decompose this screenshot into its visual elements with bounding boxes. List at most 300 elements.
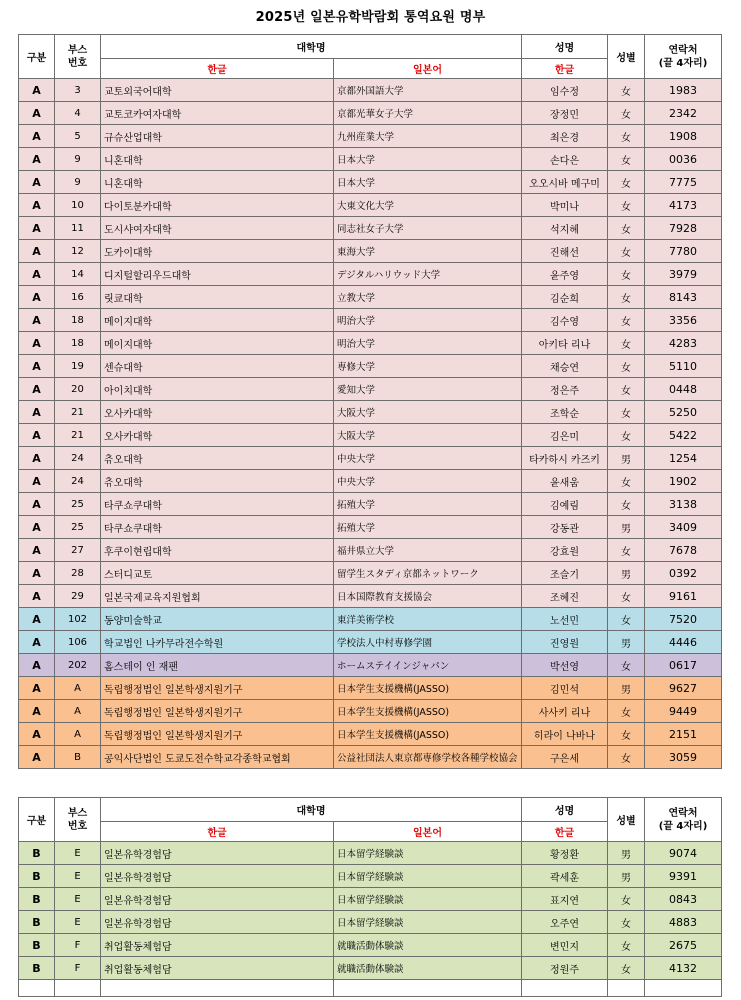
booth-number-cell: E — [55, 911, 101, 934]
university-korean-cell: 스터디교토 — [101, 562, 334, 585]
category-cell: A — [19, 562, 55, 585]
university-korean-cell: 도시샤여자대학 — [101, 217, 334, 240]
university-japanese-cell: 明治大学 — [334, 332, 522, 355]
interpreter-name-cell: 아키타 리나 — [522, 332, 608, 355]
contact-cell: 3138 — [645, 493, 722, 516]
university-japanese-cell: 明治大学 — [334, 309, 522, 332]
table-row — [19, 424, 722, 447]
table-row — [19, 723, 722, 746]
table-row — [19, 585, 722, 608]
category-cell: B — [19, 911, 55, 934]
university-japanese-cell: 福井県立大学 — [334, 539, 522, 562]
table-row — [19, 148, 722, 171]
booth-number-cell: 21 — [55, 401, 101, 424]
contact-cell: 3356 — [645, 309, 722, 332]
university-korean-cell: 취업활동체험담 — [101, 934, 334, 957]
interpreter-name-cell: 박선영 — [522, 654, 608, 677]
category-cell: A — [19, 539, 55, 562]
contact-cell: 4883 — [645, 911, 722, 934]
university-korean-cell: 홈스테이 인 재팬 — [101, 654, 334, 677]
table-row — [19, 700, 722, 723]
table-row — [19, 842, 722, 865]
contact-cell: 2342 — [645, 102, 722, 125]
gender-cell: 女 — [608, 700, 645, 723]
booth-number-cell: 4 — [55, 102, 101, 125]
university-korean-cell: 릿쿄대학 — [101, 286, 334, 309]
category-cell: A — [19, 125, 55, 148]
university-japanese-cell: 拓殖大学 — [334, 516, 522, 539]
booth-number-cell: 5 — [55, 125, 101, 148]
interpreter-name-cell: 김순희 — [522, 286, 608, 309]
booth-number-cell: 25 — [55, 516, 101, 539]
category-cell: B — [19, 888, 55, 911]
university-korean-cell: 타쿠쇼쿠대학 — [101, 493, 334, 516]
empty-cell — [55, 980, 101, 997]
table-row — [19, 309, 722, 332]
contact-cell: 1254 — [645, 447, 722, 470]
university-japanese-cell: 留学生スタディ京都ネットワーク — [334, 562, 522, 585]
booth-number-cell: E — [55, 888, 101, 911]
category-cell: A — [19, 240, 55, 263]
university-korean-cell: 타쿠쇼쿠대학 — [101, 516, 334, 539]
contact-cell: 7775 — [645, 171, 722, 194]
page-title: 2025년 일본유학박람회 통역요원 명부 — [255, 10, 486, 25]
interpreter-name-cell: 히라이 나바나 — [522, 723, 608, 746]
gender-cell: 男 — [608, 865, 645, 888]
empty-cell — [101, 980, 334, 997]
interpreter-name-cell: 조슬기 — [522, 562, 608, 585]
category-cell: A — [19, 102, 55, 125]
booth-number-cell: 9 — [55, 148, 101, 171]
table-row — [19, 516, 722, 539]
gender-cell: 女 — [608, 79, 645, 102]
contact-cell: 7520 — [645, 608, 722, 631]
university-japanese-cell: 中央大学 — [334, 470, 522, 493]
category-cell: A — [19, 148, 55, 171]
header-contact: 연락처 (끝 4자리) — [645, 798, 722, 842]
table-row — [19, 654, 722, 677]
empty-cell — [608, 980, 645, 997]
contact-cell: 9391 — [645, 865, 722, 888]
interpreter-name-cell: 윤주영 — [522, 263, 608, 286]
header-booth: 부스 번호 — [55, 798, 101, 842]
university-korean-cell: 츄오대학 — [101, 447, 334, 470]
booth-number-cell: 106 — [55, 631, 101, 654]
contact-cell: 1983 — [645, 79, 722, 102]
university-japanese-cell: 日本大学 — [334, 171, 522, 194]
interpreter-name-cell: 곽세훈 — [522, 865, 608, 888]
category-cell: B — [19, 842, 55, 865]
table-row — [19, 240, 722, 263]
university-japanese-cell: 日本学生支援機構(JASSO) — [334, 677, 522, 700]
gender-cell: 女 — [608, 309, 645, 332]
university-korean-cell: 센슈대학 — [101, 355, 334, 378]
table-row — [19, 79, 722, 102]
contact-cell: 0617 — [645, 654, 722, 677]
booth-number-cell: 27 — [55, 539, 101, 562]
category-cell: A — [19, 332, 55, 355]
university-japanese-cell: 日本学生支援機構(JASSO) — [334, 700, 522, 723]
interpreter-name-cell: 강효원 — [522, 539, 608, 562]
contact-cell: 7928 — [645, 217, 722, 240]
university-korean-cell: 교토코카여자대학 — [101, 102, 334, 125]
university-japanese-cell: 公益社団法人東京都専修学校各種学校協会 — [334, 746, 522, 769]
interpreter-name-cell: 윤새움 — [522, 470, 608, 493]
university-korean-cell: 디지털할리우드대학 — [101, 263, 334, 286]
contact-cell: 4446 — [645, 631, 722, 654]
university-japanese-cell: 学校法人中村専修学園 — [334, 631, 522, 654]
booth-number-cell: 25 — [55, 493, 101, 516]
booth-number-cell: 18 — [55, 309, 101, 332]
university-japanese-cell: 日本国際教育支援協会 — [334, 585, 522, 608]
contact-cell: 9161 — [645, 585, 722, 608]
interpreter-name-cell: 변민지 — [522, 934, 608, 957]
category-cell: A — [19, 194, 55, 217]
category-cell: B — [19, 957, 55, 980]
booth-number-cell: B — [55, 746, 101, 769]
empty-cell — [334, 980, 522, 997]
gender-cell: 女 — [608, 102, 645, 125]
university-korean-cell: 아이치대학 — [101, 378, 334, 401]
contact-cell: 0843 — [645, 888, 722, 911]
university-korean-cell: 후쿠이현립대학 — [101, 539, 334, 562]
header-name-korean: 한글 — [522, 822, 608, 842]
header-category: 구분 — [19, 798, 55, 842]
contact-cell: 9449 — [645, 700, 722, 723]
interpreter-name-cell: 진영원 — [522, 631, 608, 654]
university-japanese-cell: 専修大学 — [334, 355, 522, 378]
interpreter-name-cell: 오주연 — [522, 911, 608, 934]
interpreter-name-cell: 사사키 리나 — [522, 700, 608, 723]
university-japanese-cell: 同志社女子大学 — [334, 217, 522, 240]
table-row — [19, 888, 722, 911]
category-cell: A — [19, 79, 55, 102]
interpreter-name-cell: 김예림 — [522, 493, 608, 516]
booth-number-cell: 18 — [55, 332, 101, 355]
gender-cell: 女 — [608, 263, 645, 286]
university-japanese-cell: 大阪大学 — [334, 401, 522, 424]
booth-number-cell: 202 — [55, 654, 101, 677]
university-japanese-cell: 日本大学 — [334, 148, 522, 171]
gender-cell: 女 — [608, 654, 645, 677]
booth-number-cell: 102 — [55, 608, 101, 631]
header-booth: 부스 번호 — [55, 35, 101, 79]
table-row — [19, 539, 722, 562]
interpreter-name-cell: 장정민 — [522, 102, 608, 125]
interpreter-name-cell: 조혜진 — [522, 585, 608, 608]
gender-cell: 男 — [608, 516, 645, 539]
university-korean-cell: 메이지대학 — [101, 332, 334, 355]
booth-number-cell: F — [55, 957, 101, 980]
header-korean: 한글 — [101, 59, 334, 79]
interpreter-name-cell: 구은세 — [522, 746, 608, 769]
category-cell: A — [19, 493, 55, 516]
university-korean-cell: 규슈산업대학 — [101, 125, 334, 148]
booth-number-cell: 29 — [55, 585, 101, 608]
university-korean-cell: 일본유학경험담 — [101, 911, 334, 934]
contact-cell: 9627 — [645, 677, 722, 700]
table-row — [19, 355, 722, 378]
booth-number-cell: A — [55, 723, 101, 746]
category-cell: A — [19, 355, 55, 378]
university-korean-cell: 일본국제교육지원협회 — [101, 585, 334, 608]
category-cell: A — [19, 608, 55, 631]
table-row — [19, 865, 722, 888]
booth-number-cell: 28 — [55, 562, 101, 585]
university-japanese-cell: 中央大学 — [334, 447, 522, 470]
contact-cell: 3979 — [645, 263, 722, 286]
header-gender: 성별 — [608, 35, 645, 79]
university-korean-cell: 츄오대학 — [101, 470, 334, 493]
category-cell: A — [19, 286, 55, 309]
university-korean-cell: 동양미술학교 — [101, 608, 334, 631]
booth-number-cell: 20 — [55, 378, 101, 401]
table-row — [19, 631, 722, 654]
booth-number-cell: 3 — [55, 79, 101, 102]
gender-cell: 女 — [608, 608, 645, 631]
university-japanese-cell: 立教大学 — [334, 286, 522, 309]
contact-cell: 4283 — [645, 332, 722, 355]
table-row — [19, 911, 722, 934]
interpreter-name-cell: 정원주 — [522, 957, 608, 980]
gender-cell: 男 — [608, 677, 645, 700]
category-cell: A — [19, 700, 55, 723]
booth-number-cell: 9 — [55, 171, 101, 194]
university-korean-cell: 일본유학경험담 — [101, 888, 334, 911]
gender-cell: 女 — [608, 911, 645, 934]
university-korean-cell: 다이토분카대학 — [101, 194, 334, 217]
interpreter-name-cell: 김은미 — [522, 424, 608, 447]
header-university: 대학명 — [101, 35, 522, 59]
university-japanese-cell: 東洋美術学校 — [334, 608, 522, 631]
header-name-korean: 한글 — [522, 59, 608, 79]
booth-number-cell: 14 — [55, 263, 101, 286]
gender-cell: 女 — [608, 286, 645, 309]
table-row — [19, 934, 722, 957]
booth-number-cell: 10 — [55, 194, 101, 217]
gender-cell: 女 — [608, 746, 645, 769]
contact-cell: 4173 — [645, 194, 722, 217]
contact-cell: 8143 — [645, 286, 722, 309]
interpreter-name-cell: 노선민 — [522, 608, 608, 631]
category-cell: A — [19, 723, 55, 746]
header-name: 성명 — [522, 798, 608, 822]
booth-number-cell: 24 — [55, 447, 101, 470]
table-row — [19, 102, 722, 125]
booth-number-cell: 21 — [55, 424, 101, 447]
gender-cell: 女 — [608, 539, 645, 562]
university-korean-cell: 학교법인 나카무라전수학원 — [101, 631, 334, 654]
university-korean-cell: 독립행정법인 일본학생지원기구 — [101, 700, 334, 723]
category-cell: A — [19, 263, 55, 286]
header-category: 구분 — [19, 35, 55, 79]
booth-number-cell: E — [55, 842, 101, 865]
gender-cell: 女 — [608, 148, 645, 171]
table-row — [19, 125, 722, 148]
university-japanese-cell: ホームステイインジャパン — [334, 654, 522, 677]
gender-cell: 女 — [608, 424, 645, 447]
university-japanese-cell: 大阪大学 — [334, 424, 522, 447]
university-korean-cell: 오사카대학 — [101, 401, 334, 424]
gender-cell: 女 — [608, 723, 645, 746]
table-row — [19, 746, 722, 769]
university-korean-cell: 공익사단법인 도쿄도전수학교각종학교협회 — [101, 746, 334, 769]
category-cell: A — [19, 746, 55, 769]
table-row — [19, 286, 722, 309]
gender-cell: 女 — [608, 171, 645, 194]
gender-cell: 女 — [608, 888, 645, 911]
contact-cell: 9074 — [645, 842, 722, 865]
header-gender: 성별 — [608, 798, 645, 842]
category-cell: A — [19, 447, 55, 470]
category-cell: A — [19, 378, 55, 401]
interpreter-name-cell: 타카하시 카즈키 — [522, 447, 608, 470]
university-korean-cell: 일본유학경험담 — [101, 865, 334, 888]
table-row — [19, 447, 722, 470]
contact-cell: 0036 — [645, 148, 722, 171]
gender-cell: 男 — [608, 562, 645, 585]
university-korean-cell: 니혼대학 — [101, 148, 334, 171]
university-korean-cell: 독립행정법인 일본학생지원기구 — [101, 723, 334, 746]
gender-cell: 男 — [608, 447, 645, 470]
university-japanese-cell: 愛知大学 — [334, 378, 522, 401]
table-row — [19, 171, 722, 194]
university-japanese-cell: 就職活動体験談 — [334, 934, 522, 957]
table-row — [19, 493, 722, 516]
booth-number-cell: 11 — [55, 217, 101, 240]
contact-cell: 2151 — [645, 723, 722, 746]
gender-cell: 女 — [608, 585, 645, 608]
gender-cell: 女 — [608, 957, 645, 980]
empty-cell — [19, 980, 55, 997]
header-japanese: 일본어 — [334, 59, 522, 79]
interpreter-name-cell: 손다은 — [522, 148, 608, 171]
gender-cell: 女 — [608, 240, 645, 263]
university-korean-cell: 니혼대학 — [101, 171, 334, 194]
empty-cell — [645, 980, 722, 997]
table-row — [19, 677, 722, 700]
header-japanese: 일본어 — [334, 822, 522, 842]
roster-table-b — [18, 797, 722, 997]
booth-number-cell: 12 — [55, 240, 101, 263]
header-university: 대학명 — [101, 798, 522, 822]
booth-number-cell: 19 — [55, 355, 101, 378]
category-cell: A — [19, 654, 55, 677]
interpreter-name-cell: 강동관 — [522, 516, 608, 539]
interpreter-name-cell: 최은경 — [522, 125, 608, 148]
contact-cell: 3059 — [645, 746, 722, 769]
category-cell: A — [19, 516, 55, 539]
table-row — [19, 562, 722, 585]
contact-cell: 5110 — [645, 355, 722, 378]
interpreter-name-cell: 정은주 — [522, 378, 608, 401]
gender-cell: 男 — [608, 842, 645, 865]
table-row — [19, 194, 722, 217]
booth-number-cell: A — [55, 700, 101, 723]
contact-cell: 5422 — [645, 424, 722, 447]
university-korean-cell: 오사카대학 — [101, 424, 334, 447]
interpreter-name-cell: 박미나 — [522, 194, 608, 217]
category-cell: A — [19, 424, 55, 447]
category-cell: B — [19, 865, 55, 888]
interpreter-name-cell: 황정환 — [522, 842, 608, 865]
university-japanese-cell: デジタルハリウッド大学 — [334, 263, 522, 286]
table-row — [19, 378, 722, 401]
table-row — [19, 608, 722, 631]
gender-cell: 男 — [608, 631, 645, 654]
header-name: 성명 — [522, 35, 608, 59]
university-japanese-cell: 東海大学 — [334, 240, 522, 263]
category-cell: A — [19, 677, 55, 700]
category-cell: A — [19, 401, 55, 424]
interpreter-name-cell: 진해선 — [522, 240, 608, 263]
booth-number-cell: E — [55, 865, 101, 888]
booth-number-cell: 16 — [55, 286, 101, 309]
interpreter-name-cell: 표지연 — [522, 888, 608, 911]
university-japanese-cell: 大東文化大学 — [334, 194, 522, 217]
university-japanese-cell: 就職活動体験談 — [334, 957, 522, 980]
university-korean-cell: 도카이대학 — [101, 240, 334, 263]
university-japanese-cell: 日本留学経験談 — [334, 842, 522, 865]
contact-cell: 7780 — [645, 240, 722, 263]
booth-number-cell: F — [55, 934, 101, 957]
university-japanese-cell: 日本学生支援機構(JASSO) — [334, 723, 522, 746]
contact-cell: 2675 — [645, 934, 722, 957]
gender-cell: 女 — [608, 194, 645, 217]
university-japanese-cell: 日本留学経験談 — [334, 888, 522, 911]
interpreter-name-cell: 임수정 — [522, 79, 608, 102]
table-row — [19, 217, 722, 240]
interpreter-name-cell: 조학순 — [522, 401, 608, 424]
university-japanese-cell: 九州産業大学 — [334, 125, 522, 148]
category-cell: A — [19, 309, 55, 332]
gender-cell: 女 — [608, 401, 645, 424]
university-korean-cell: 교토외국어대학 — [101, 79, 334, 102]
empty-row — [19, 980, 722, 997]
gender-cell: 女 — [608, 493, 645, 516]
category-cell: A — [19, 631, 55, 654]
university-japanese-cell: 日本留学経験談 — [334, 911, 522, 934]
interpreter-name-cell: 오오시바 메구미 — [522, 171, 608, 194]
header-korean: 한글 — [101, 822, 334, 842]
contact-cell: 1908 — [645, 125, 722, 148]
table-row — [19, 263, 722, 286]
table-row — [19, 401, 722, 424]
university-japanese-cell: 京都外国語大学 — [334, 79, 522, 102]
category-cell: A — [19, 171, 55, 194]
contact-cell: 4132 — [645, 957, 722, 980]
table-row — [19, 470, 722, 493]
gender-cell: 女 — [608, 125, 645, 148]
category-cell: A — [19, 585, 55, 608]
university-japanese-cell: 京都光華女子大学 — [334, 102, 522, 125]
interpreter-name-cell: 김민석 — [522, 677, 608, 700]
category-cell: B — [19, 934, 55, 957]
gender-cell: 女 — [608, 332, 645, 355]
table-row — [19, 957, 722, 980]
contact-cell: 5250 — [645, 401, 722, 424]
contact-cell: 0392 — [645, 562, 722, 585]
gender-cell: 女 — [608, 470, 645, 493]
header-contact: 연락처 (끝 4자리) — [645, 35, 722, 79]
booth-number-cell: 24 — [55, 470, 101, 493]
university-japanese-cell: 日本留学経験談 — [334, 865, 522, 888]
university-korean-cell: 일본유학경험담 — [101, 842, 334, 865]
gender-cell: 女 — [608, 378, 645, 401]
gender-cell: 女 — [608, 217, 645, 240]
table-row — [19, 332, 722, 355]
category-cell: A — [19, 217, 55, 240]
